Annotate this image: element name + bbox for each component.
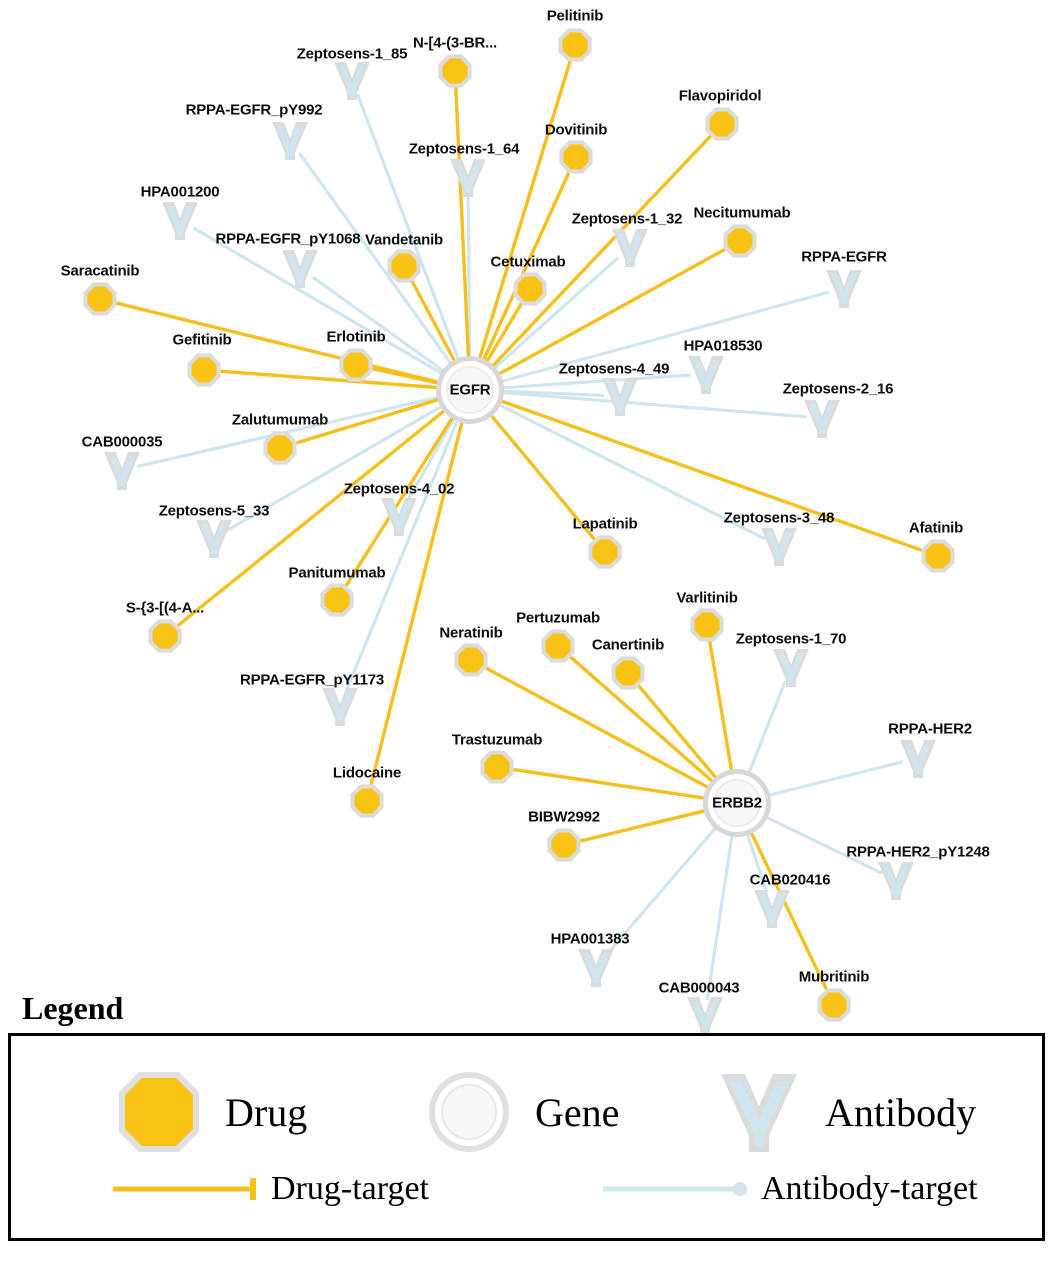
antibody-node-label: Zeptosens-2_16 (782, 380, 894, 398)
drug-node-label: Gefitinib (172, 331, 232, 349)
antibody-node[interactable] (322, 688, 358, 726)
drug-node-label: Flavopiridol (678, 87, 762, 105)
drug-node-label: Lapatinib (572, 515, 638, 533)
drug-target-edge-icon (111, 1174, 261, 1204)
antibody-node-label: Zeptosens-4_49 (558, 360, 670, 378)
edge (314, 278, 446, 373)
gene-node-label: ERBB2 (712, 794, 762, 812)
edge (492, 258, 617, 370)
legend-item-antibody-target (601, 1170, 978, 1208)
legend-row-symbols (11, 1054, 1042, 1164)
legend-label-antibody: Antibody (825, 1089, 977, 1135)
antibody-node[interactable] (754, 890, 790, 928)
antibody-node[interactable] (761, 528, 797, 566)
drug-node[interactable] (541, 629, 574, 662)
drug-node[interactable] (611, 656, 644, 689)
antibody-node-label: Zeptosens-1_70 (735, 630, 847, 648)
edge (750, 830, 827, 990)
antibody-node-label: HPA018530 (683, 337, 763, 355)
edge (500, 392, 805, 416)
edge (748, 683, 785, 775)
drug-node-label: N-[4-(3-BR... (412, 34, 498, 52)
drug-node-label: Varlitinib (676, 589, 738, 607)
antibody-node[interactable] (804, 400, 840, 438)
antibody-node[interactable] (826, 270, 862, 308)
antibody-node[interactable] (602, 378, 638, 416)
edge (479, 61, 570, 361)
drug-node-label: Trastuzumab (451, 731, 543, 749)
antibody-node-label: Zeptosens-1_32 (571, 210, 683, 228)
drug-node-label: Canertinib (591, 636, 665, 654)
legend-title: Legend (22, 990, 124, 1026)
drug-node[interactable] (83, 282, 116, 315)
antibody-icon (711, 1064, 807, 1160)
drug-node[interactable] (387, 249, 420, 282)
antibody-node[interactable] (272, 122, 308, 160)
antibody-node-label: RPPA-EGFR_pY1068 (215, 230, 361, 248)
drug-node-label: Erlotinib (326, 328, 386, 346)
drug-node-label: Afatinib (908, 519, 964, 537)
drug-node[interactable] (187, 353, 220, 386)
gene-icon (421, 1064, 517, 1160)
edge (708, 833, 733, 999)
drug-node[interactable] (921, 539, 954, 572)
drug-node[interactable] (705, 107, 738, 140)
antibody-node[interactable] (104, 452, 140, 490)
legend-item-gene (421, 1064, 619, 1160)
drug-node[interactable] (559, 140, 592, 173)
antibody-node[interactable] (878, 862, 914, 900)
antibody-node-label: Zeptosens-1_64 (408, 140, 520, 158)
legend-label-antibody-target: Antibody-target (761, 1170, 978, 1207)
edge (373, 369, 441, 384)
drug-node-label: Dovitinib (544, 121, 608, 139)
drug-node[interactable] (339, 348, 372, 381)
antibody-node-label: CAB020416 (749, 871, 831, 889)
antibody-node[interactable] (196, 520, 232, 558)
drug-node[interactable] (690, 608, 723, 641)
drug-node[interactable] (558, 28, 591, 61)
legend (8, 990, 1051, 1241)
antibody-node-label: RPPA-EGFR (801, 248, 887, 266)
legend-row-edges (11, 1168, 1042, 1228)
antibody-target-edge-icon (601, 1174, 751, 1204)
drug-node-label: Saracatinib (60, 262, 140, 280)
edge (639, 686, 718, 780)
antibody-node[interactable] (773, 649, 809, 687)
drug-node[interactable] (547, 828, 580, 861)
drug-node[interactable] (513, 272, 546, 305)
drug-node-label: Pertuzumab (516, 609, 600, 627)
antibody-node-label: HPA001200 (140, 183, 220, 201)
drug-node[interactable] (263, 431, 296, 464)
edge (710, 642, 732, 774)
drug-node[interactable] (454, 643, 487, 676)
antibody-node[interactable] (450, 159, 486, 197)
edge (456, 88, 469, 360)
edge (498, 400, 922, 550)
drug-icon (111, 1064, 207, 1160)
legend-item-drug (111, 1064, 307, 1160)
antibody-node-label: RPPA-EGFR_pY992 (185, 101, 323, 119)
drug-node-label: BIBW2992 (528, 808, 600, 826)
gene-node-label: EGFR (449, 381, 491, 399)
drug-node-label: Pelitinib (546, 7, 604, 25)
drug-node[interactable] (480, 750, 513, 783)
drug-node-label: Panitumumab (288, 564, 386, 582)
legend-item-drug-target (111, 1170, 429, 1208)
antibody-node-label: HPA001383 (550, 930, 630, 948)
edge (514, 770, 708, 799)
legend-item-antibody (711, 1064, 976, 1160)
antibody-node-label: RPPA-HER2 (888, 720, 972, 738)
antibody-node[interactable] (162, 202, 198, 240)
drug-node-label: Mubritinib (798, 968, 870, 986)
drug-node[interactable] (438, 54, 471, 87)
edge-layer (117, 61, 922, 998)
edge (766, 762, 901, 796)
legend-label-drug-target: Drug-target (271, 1170, 429, 1207)
drug-node[interactable] (588, 535, 621, 568)
antibody-node[interactable] (612, 229, 648, 267)
antibody-node-label: Zeptosens-4_02 (343, 480, 455, 498)
antibody-node[interactable] (334, 62, 370, 100)
antibody-node-label: CAB000035 (81, 433, 163, 451)
drug-node-label: Cetuximab (490, 253, 566, 271)
drug-node[interactable] (148, 619, 181, 652)
legend-label-gene: Gene (535, 1089, 620, 1135)
antibody-node-label: Zeptosens-1_85 (296, 45, 408, 63)
antibody-node-label: RPPA-EGFR_pY1173 (239, 671, 385, 689)
drug-node-label: Vandetanib (364, 231, 444, 249)
antibody-node[interactable] (688, 356, 724, 394)
legend-box (8, 1033, 1045, 1241)
edge (343, 418, 458, 691)
antibody-node[interactable] (578, 949, 614, 987)
drug-node-label: Lidocaine (332, 764, 402, 782)
drug-node[interactable] (723, 224, 756, 257)
legend-label-drug: Drug (225, 1089, 308, 1135)
drug-node-label: S-{3-[(4-A... (125, 599, 205, 617)
drug-node[interactable] (320, 583, 353, 616)
antibody-node-label: Zeptosens-5_33 (158, 502, 270, 520)
antibody-node[interactable] (900, 740, 936, 778)
drug-node[interactable] (350, 784, 383, 817)
drug-node-label: Neratinib (439, 624, 503, 642)
antibody-node-label: Zeptosens-3_48 (723, 509, 835, 527)
drug-node-label: Necitumumab (693, 204, 791, 222)
antibody-node-label: RPPA-HER2_pY1248 (846, 843, 990, 861)
drug-node-label: Zalutumumab (231, 411, 329, 429)
antibody-node-label: CAB000043 (658, 979, 740, 997)
